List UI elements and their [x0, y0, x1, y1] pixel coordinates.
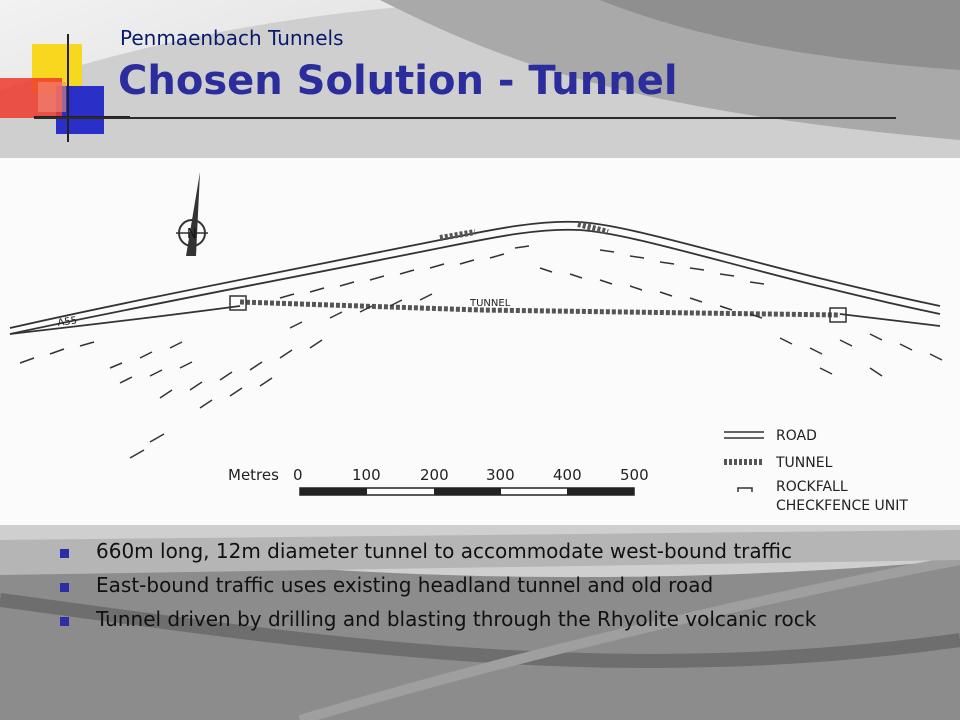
- scale-bar: [228, 466, 649, 495]
- bullet-square-icon: [60, 617, 69, 626]
- scale-tick-100: 100: [352, 466, 381, 484]
- bullet-item: [60, 574, 900, 597]
- scale-tick-200: 200: [420, 466, 449, 484]
- scale-tick-300: 300: [486, 466, 515, 484]
- bullet-text: East-bound traffic uses existing headland tunnel and old road: [96, 573, 714, 597]
- bullet-item: [60, 540, 900, 563]
- legend-rockfall: ROCKFALL: [776, 479, 848, 495]
- scale-tick-0: 0: [293, 466, 303, 484]
- scale-tick-500: 500: [620, 466, 649, 484]
- bullet-item: [60, 608, 900, 631]
- north-arrow-icon: [176, 172, 208, 256]
- scale-tick-400: 400: [553, 466, 582, 484]
- checkfence-units: [20, 246, 942, 458]
- decoration-squares: [0, 0, 130, 150]
- tunnel-line: [230, 224, 846, 322]
- north-label: N: [187, 227, 197, 242]
- scale-label: Metres: [228, 466, 279, 484]
- tunnel-label: TUNNEL: [470, 298, 511, 309]
- bullet-text: Tunnel driven by drilling and blasting through the Rhyolite volcanic rock: [96, 607, 817, 631]
- road-lines: [10, 222, 940, 334]
- tunnel-plan-drawing: [0, 158, 960, 525]
- tunnel-map: [0, 158, 960, 525]
- bullet-text: 660m long, 12m diameter tunnel to accommodate west-bound traffic: [96, 539, 792, 563]
- legend-checkfence: CHECKFENCE UNIT: [776, 498, 908, 514]
- legend-tunnel: TUNNEL: [776, 455, 833, 471]
- bullet-square-icon: [60, 583, 69, 592]
- legend-road: ROAD: [776, 428, 817, 444]
- slide-subtitle: Penmaenbach Tunnels: [120, 26, 344, 50]
- decoration-graphic: [0, 0, 130, 150]
- road-label: A55: [56, 315, 78, 329]
- slide-title: Chosen Solution - Tunnel: [118, 58, 678, 104]
- map-legend: [724, 428, 908, 514]
- title-divider: [34, 117, 896, 119]
- bullet-list: [60, 540, 900, 642]
- bullet-square-icon: [60, 549, 69, 558]
